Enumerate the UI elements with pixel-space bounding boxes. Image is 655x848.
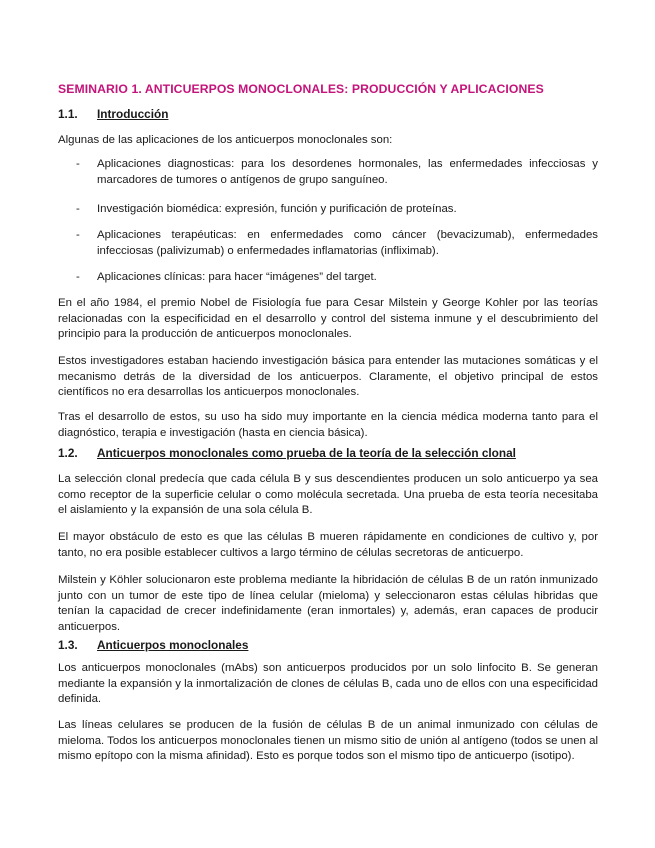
section-title: Anticuerpos monoclonales: [97, 638, 249, 652]
bullet-marker: -: [76, 229, 80, 241]
list-item: [58, 270, 598, 286]
paragraph: Estos investigadores estaban haciendo investigación básica para entender las mutaciones somáticas y el mecanismo detrás de la diversidad de los anticuerpos. Claramente, el objetivo principal de estos científicos no era desarrollas los anticuerpos monoclonales.: [58, 355, 598, 398]
list-item: [58, 202, 598, 218]
paragraph: Las líneas celulares se producen de la fusión de células B de un animal inmunizado con células de mieloma. Todos los anticuerpos monoclonales tienen un mismo sitio de unión al antígeno (todos se unen al mismo epítopo con la misma afinidad). Esto es porque todos son el mismo tipo de anticuerpo (isotipo).: [58, 719, 598, 762]
bullet-marker: -: [76, 271, 80, 283]
list-item: [58, 157, 598, 188]
section-heading-1-3: [58, 638, 248, 652]
bullet-marker: -: [76, 203, 80, 215]
paragraph: Los anticuerpos monoclonales (mAbs) son anticuerpos producidos por un solo linfocito B. Se generan mediante la expansión y la inmortalización de clones de células B, cada uno de ellos con una especificidad definida.: [58, 662, 598, 705]
paragraph: Milstein y Köhler solucionaron este problema mediante la hibridación de células B de un ratón inmunizado junto con un tumor de este tipo de línea celular (mieloma) y seleccionaron estas células hibridas que tenían la capacidad de crecer indefinidamente (eran inmortales) y, además, eran capaces de producir anticuerpos.: [58, 574, 598, 633]
bullet-marker: -: [76, 158, 80, 170]
intro-paragraph: Algunas de las aplicaciones de los anticuerpos monoclonales son:: [58, 134, 393, 146]
list-item-text: Aplicaciones diagnosticas: para los desordenes hormonales, las enfermedades infecciosas y marcadores de tumores o antígenos de grupo sanguíneo.: [97, 158, 598, 186]
paragraph: El mayor obstáculo de esto es que las células B mueren rápidamente en condiciones de cultivo y, por tanto, no era posible establecer cultivos a largo término de células secretoras de anticuerpo.: [58, 531, 598, 559]
list-item-text: Aplicaciones clínicas: para hacer “imágenes” del target.: [97, 271, 377, 283]
list-item-text: Aplicaciones terapéuticas: en enfermedades como cáncer (bevacizumab), enfermedades infecciosas (palivizumab) o enfermedades inflamatorias (infliximab).: [97, 229, 598, 257]
list-item-text: Investigación biomédica: expresión, función y purificación de proteínas.: [97, 203, 457, 215]
section-heading-1-1: [58, 107, 168, 121]
section-number: 1.2.: [58, 446, 78, 460]
paragraph: Tras el desarrollo de estos, su uso ha sido muy importante en la ciencia médica moderna tanto para el diagnóstico, terapia e investigación (hasta en ciencia básica).: [58, 411, 598, 439]
section-heading-1-2: [58, 446, 516, 460]
document-title: SEMINARIO 1. ANTICUERPOS MONOCLONALES: PRODUCCIÓN Y APLICACIONES: [58, 82, 544, 96]
section-number: 1.1.: [58, 107, 78, 121]
section-title: Anticuerpos monoclonales como prueba de la teoría de la selección clonal: [97, 446, 516, 460]
list-item: [58, 228, 598, 259]
paragraph: La selección clonal predecía que cada célula B y sus descendientes producen un solo anticuerpo ya sea como receptor de la superficie celular o como molécula secretada. Una prueba de esta teoría necesitaba el aislamiento y la expansión de una sola célula B.: [58, 473, 598, 516]
paragraph: En el año 1984, el premio Nobel de Fisiología fue para Cesar Milstein y George Kohler por las teorías relacionadas con la especificidad en el desarrollo y control del sistema inmune y el descubrimiento del principio para la producción de anticuerpos monoclonales.: [58, 297, 598, 340]
section-title: Introducción: [97, 107, 169, 121]
section-number: 1.3.: [58, 638, 78, 652]
